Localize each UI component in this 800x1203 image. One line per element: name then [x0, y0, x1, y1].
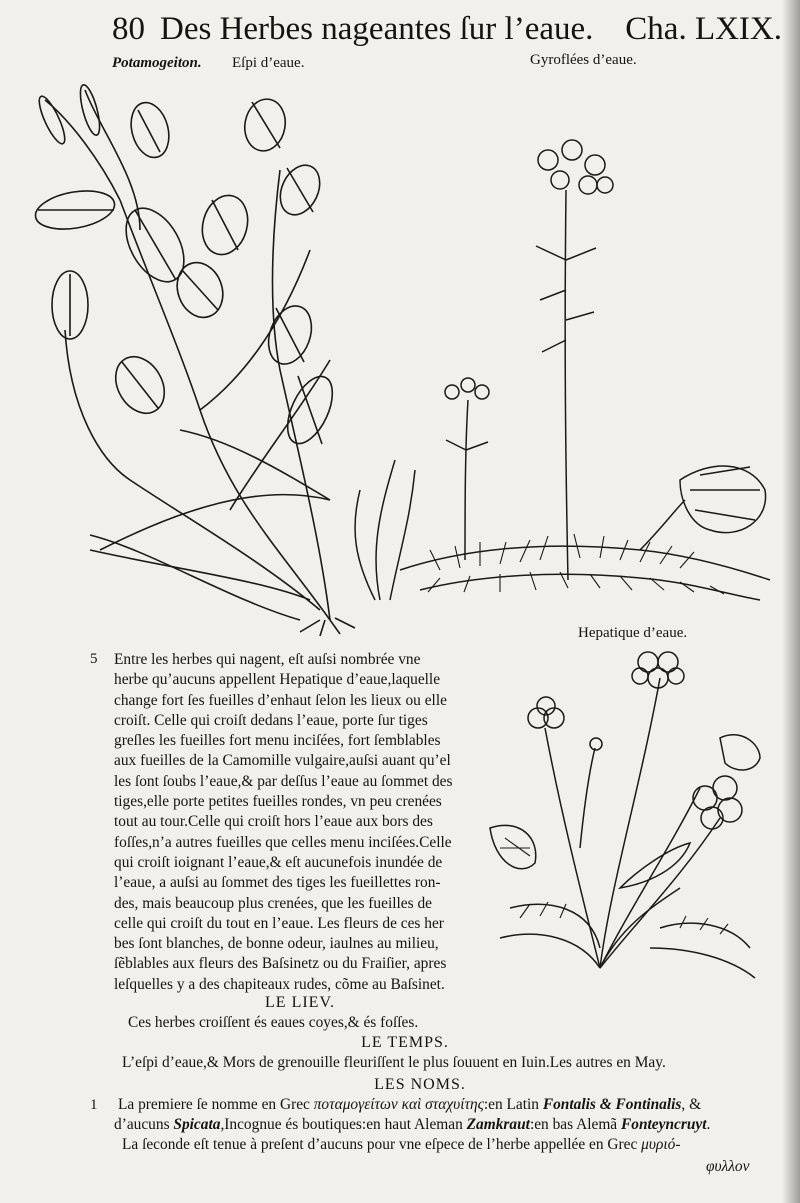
page-edge-shadow [782, 0, 800, 1203]
body-line: qui croiſt ioignant l’eaue,& eſt aucunefois inundée de [114, 853, 443, 871]
running-header [112, 8, 782, 50]
hepatique-woodcut [480, 648, 770, 998]
noms-line-4 [706, 1158, 749, 1176]
noms-text: , & [681, 1096, 702, 1113]
margin-number-5: 5 [90, 651, 98, 667]
noms-text: . [706, 1116, 711, 1133]
noms-line-1 [118, 1096, 701, 1114]
body-line: bes ſont blanches, de bonne odeur, iaulnes au milieu, [114, 935, 439, 953]
body-line: greſles les fueilles fort menu inciſées, fort ſemblables [114, 732, 441, 750]
le-liev-text: Ces herbes croiſſent és eaues coyes,& és foſſes. [128, 1014, 419, 1031]
body-line: ſẽblables aux fleurs des Baſsinetz ou du Fraiſier, apres [114, 955, 447, 973]
body-line: tout au tour.Celle qui croiſt hors l’eaue aux bors des [114, 813, 433, 831]
greek-name: ποταμογείτων καὶ σταχυίτης [313, 1096, 484, 1113]
noms-text: La ſeconde eſt tenue à preſent d’aucuns pour vne eſpece de l’herbe appellée en Grec [122, 1136, 642, 1153]
chapter-number: Cha. LXIX. [625, 11, 782, 47]
margin-number-1: 1 [90, 1097, 98, 1113]
caption-gyroflees: Gyroflées d’eaue. [530, 52, 637, 68]
noms-text: d’aucuns [114, 1116, 174, 1133]
noms-line-3 [122, 1136, 680, 1154]
body-line: les ſont ſoubs l’eaue,& par deſſus l’eaue au ſommet des [114, 772, 453, 790]
chapter-title: Des Herbes nageantes ſur l’eaue. [160, 11, 594, 47]
body-line: celle qui croiſt du tout en l’eaue. Les fleurs de ces her [114, 914, 444, 932]
noms-text: La premiere ſe nomme en Grec [118, 1096, 314, 1113]
heading-les-noms: LES NOMS. [374, 1076, 466, 1093]
noms-text: :en bas Alemã [529, 1116, 621, 1133]
body-line: des, mais beaucoup plus crenées, que les fueilles de [114, 894, 432, 912]
greek-name: μυριό- [641, 1136, 681, 1153]
greek-name: φυλλον [706, 1158, 750, 1175]
heading-le-liev: LE LIEV. [265, 994, 335, 1011]
page-number: 80 [112, 11, 145, 47]
body-line: l’eaue, a auſsi au ſommet des tiges les fueillettes ron- [114, 874, 441, 892]
caption-potamogeiton: Potamogeiton. [112, 55, 202, 71]
caption-hepatique: Hepatique d’eaue. [578, 625, 688, 641]
body-line: croiſt. Celle qui croiſt dedans l’eaue, porte ſur tiges [114, 711, 428, 729]
latin-name: Spicata [173, 1116, 221, 1133]
body-line: Entre les herbes qui nagent, eſt auſsi nombrée vne [114, 651, 421, 668]
le-temps-text: L’eſpi d’eaue,& Mors de grenouille fleuriſſent le plus ſouuent en Iuin.Les autres en May. [122, 1054, 666, 1071]
gyroflees-woodcut [340, 130, 780, 620]
body-line: change fort ſes fueilles d’enhaut ſelon les lieux ou elle [114, 691, 447, 709]
body-line: tiges,elle porte petites fueilles rondes, vn peu crenées [114, 793, 442, 811]
body-line: foſſes,n’a autres fueilles que celles menu inciſées.Celle [114, 833, 452, 851]
body-line: herbe qu’aucuns appellent Hepatique d’eaue,laquelle [114, 671, 441, 689]
potamogeiton-woodcut [30, 80, 360, 640]
description-paragraph [114, 650, 476, 995]
noms-text: ,Incognue és boutiques:en haut Aleman [220, 1116, 467, 1133]
caption-espi: Eſpi d’eaue. [232, 55, 305, 71]
german-name: Fonteyncruyt [620, 1116, 707, 1133]
body-line: leſquelles y a des chapiteaux rudes, cõme au Baſsinet. [114, 975, 445, 993]
latin-name: Fontalis & Fontinalis [542, 1096, 682, 1113]
noms-line-2 [114, 1116, 710, 1134]
heading-le-temps: LE TEMPS. [361, 1034, 449, 1051]
body-line: aux fueilles de la Camomille vulgaire,auſsi auant qu’el [114, 752, 451, 770]
german-name: Zamkraut [466, 1116, 530, 1133]
noms-text: :en Latin [483, 1096, 543, 1113]
